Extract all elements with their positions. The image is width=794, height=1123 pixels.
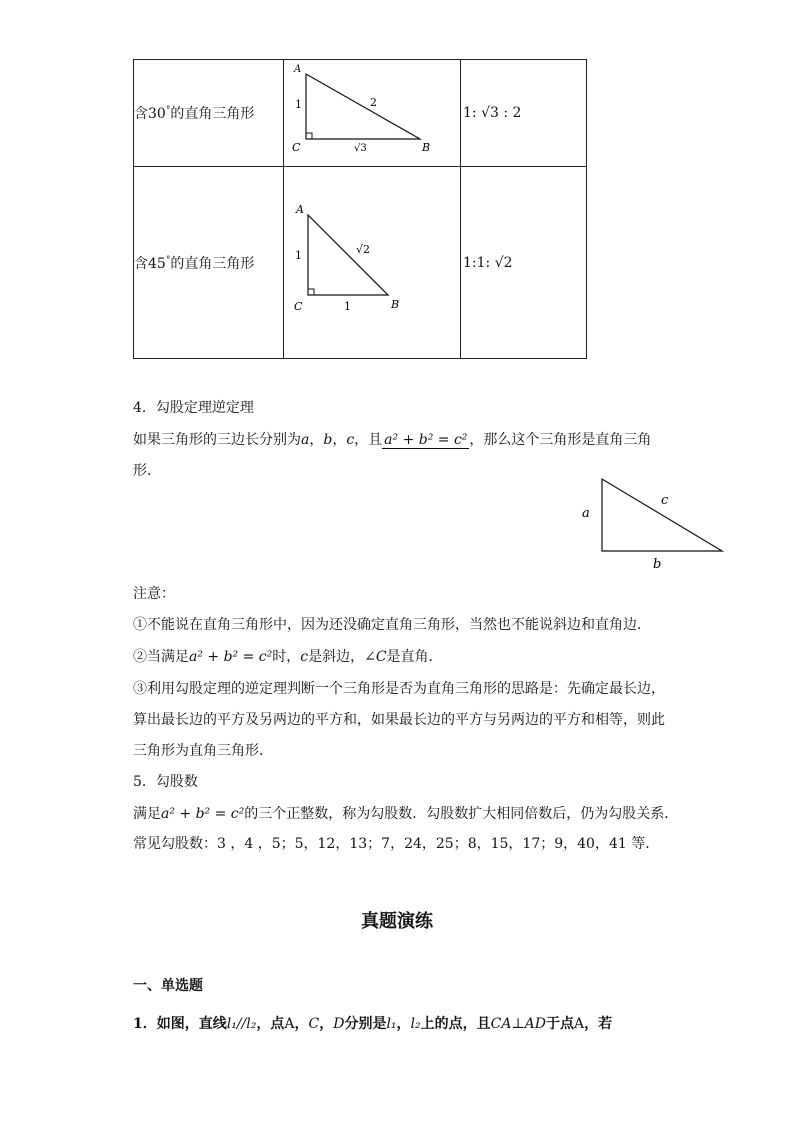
- text-run: 上的点，且: [420, 1016, 491, 1032]
- side-label-cb: 1: [344, 300, 351, 313]
- text-run: ，: [396, 1016, 411, 1032]
- side-label-cb: √3: [354, 143, 367, 154]
- side-ratio: [461, 255, 513, 271]
- special-triangles-table: [133, 59, 587, 359]
- practice-heading: 真题演练: [361, 911, 433, 932]
- variable-a: a: [301, 432, 310, 448]
- triangle-shape: [602, 479, 722, 551]
- ratio-part: √3: [481, 105, 499, 121]
- side-label-ab: √2: [356, 243, 371, 256]
- pythagorean-formula: a² + b² = c²: [384, 432, 468, 448]
- text-run: 如果三角形的三边长分别为: [133, 432, 301, 448]
- text-run: 1．如图，直线: [133, 1016, 227, 1032]
- triangle-45-figure: [284, 167, 460, 358]
- side-label-ac: 1: [295, 98, 302, 111]
- question-1: [133, 1014, 612, 1034]
- point-a: A: [573, 1016, 585, 1032]
- triangle-name-cell: [134, 167, 284, 359]
- table-row: [134, 60, 587, 167]
- triangle-45-shape: [308, 215, 388, 295]
- text-run: ，: [294, 1016, 309, 1032]
- variable-c: c: [346, 432, 355, 448]
- text-run: 满足: [133, 806, 161, 822]
- text-run: ，若: [584, 1016, 613, 1032]
- section-4-paragraph-end: 形．: [133, 463, 161, 479]
- table-row: [134, 167, 587, 359]
- triangle-figure-cell: [284, 167, 461, 359]
- variable-b: b: [323, 432, 333, 448]
- triangle-ratio-cell: [461, 167, 587, 359]
- right-angle-mark: [308, 289, 314, 295]
- vertex-label-b: B: [391, 298, 400, 311]
- degree-sign: °: [165, 105, 171, 116]
- text-run: ，那么这个三角形是直角三角: [469, 432, 652, 448]
- line-l1: l₁: [386, 1016, 397, 1032]
- point-d: D: [333, 1016, 345, 1032]
- side-label-ac: 1: [295, 249, 302, 262]
- text-run: ，: [309, 432, 324, 448]
- note-2: [133, 647, 443, 667]
- side-label-ab: 2: [370, 96, 377, 109]
- triangle-angle: 45: [148, 255, 166, 272]
- triangle-figure-cell: [284, 60, 461, 167]
- angle-c: ∠C: [364, 649, 387, 665]
- vertex-label-a: A: [296, 203, 304, 216]
- section-4-title: 4．勾股定理逆定理: [133, 400, 254, 416]
- text-run: ，且: [354, 432, 383, 448]
- text-run: 是直角．: [386, 649, 443, 665]
- ratio-part: : 2: [503, 105, 522, 121]
- triangle-name-suffix: 的直角三角形: [170, 106, 255, 122]
- section-4-paragraph: [133, 430, 651, 450]
- triangle-angle: 30: [148, 106, 166, 122]
- text-run: 分别是: [344, 1016, 387, 1032]
- text-run: ，: [332, 432, 347, 448]
- common-triples: 常见勾股数：3 ，4 ，5；5，12，13；7，24，25；8，15，17；9，40，41 等．: [133, 836, 660, 852]
- line-l2: l₂: [410, 1016, 421, 1032]
- text-run: ，点: [256, 1016, 285, 1032]
- section-5-paragraph: [133, 804, 678, 824]
- triangle-name-prefix: 含: [134, 255, 148, 272]
- text-run: 的三个正整数，称为勾股数．勾股数扩大相同倍数后，仍为勾股关系．: [244, 806, 679, 822]
- side-ratio: [461, 105, 521, 121]
- vertex-label-b: B: [422, 141, 431, 154]
- note-3-line-2: 算出最长边的平方及另两边的平方和，如果最长边的平方与另两边的平方和相等，则此: [133, 712, 665, 728]
- note-1: ①不能说在直角三角形中，因为还没确定直角三角形，当然也不能说斜边和直角边．: [133, 617, 651, 633]
- triangle-name-prefix: 含: [134, 106, 148, 122]
- point-c: C: [308, 1016, 320, 1032]
- right-triangle-abc-figure: [575, 470, 735, 575]
- text-run: 时，: [272, 649, 301, 665]
- side-label-c: c: [661, 493, 669, 508]
- text-run: ②当满足: [133, 649, 189, 665]
- section-5-title: 5．勾股数: [133, 774, 198, 790]
- side-label-b: b: [653, 557, 662, 572]
- degree-sign: °: [165, 254, 171, 265]
- ratio-part: 1:: [463, 105, 477, 121]
- notes-title: 注意：: [133, 586, 175, 602]
- side-label-a: a: [582, 506, 590, 521]
- pythagorean-formula: a² + b² = c²: [161, 806, 245, 822]
- triangle-ratio-cell: [461, 60, 587, 167]
- ratio-part: 1:1:: [463, 254, 491, 271]
- right-angle-mark: [306, 133, 312, 139]
- vertex-label-a: A: [294, 64, 302, 75]
- triangle-name-cell: [134, 60, 284, 167]
- vertex-label-c: C: [294, 300, 303, 313]
- variable-c: c: [300, 649, 309, 665]
- triangle-30-shape: [306, 74, 420, 139]
- note-3-line-1: ③利用勾股定理的逆定理判断一个三角形是否为直角三角形的思路是：先确定最长边，: [133, 681, 665, 697]
- pythagorean-formula: a² + b² = c²: [189, 649, 273, 665]
- triangle-name-suffix: 的直角三角形: [170, 255, 255, 272]
- note-3-line-3: 三角形为直角三角形．: [133, 743, 273, 759]
- vertex-label-c: C: [292, 141, 301, 154]
- text-run: 是斜边，: [308, 649, 365, 665]
- perpendicular-statement: CA⊥AD: [490, 1016, 546, 1032]
- text-run: 于点: [545, 1016, 574, 1032]
- triangle-30-figure: [284, 60, 460, 166]
- parallel-lines: l₁//l₂: [226, 1016, 257, 1032]
- single-choice-subheading: 一、单选题: [133, 978, 203, 994]
- text-run: ，: [319, 1016, 334, 1032]
- point-a: A: [284, 1016, 295, 1032]
- ratio-part: √2: [494, 254, 513, 271]
